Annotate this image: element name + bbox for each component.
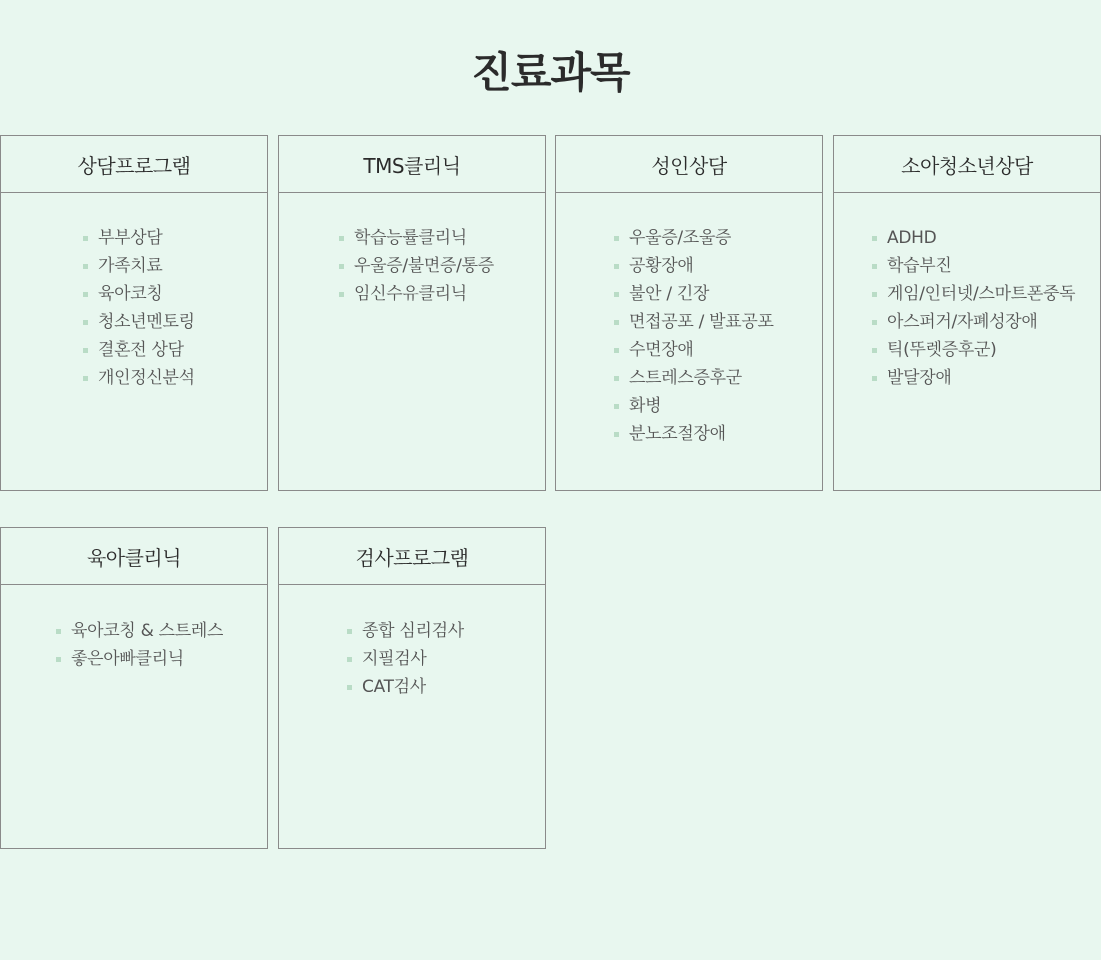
list-item[interactable]	[614, 280, 774, 308]
bullet-icon	[614, 376, 619, 381]
list-item[interactable]	[614, 392, 774, 420]
list-item-label: 우울증/불면증/통증	[354, 256, 494, 276]
bullet-icon	[614, 320, 619, 325]
bullet-icon	[872, 236, 877, 241]
card-title[interactable]: 육아클리닉	[1, 528, 267, 585]
list-item-label: 화병	[629, 396, 662, 416]
list-item-label: 틱(뚜렛증후군)	[887, 340, 997, 360]
list-item[interactable]	[83, 252, 195, 280]
card-item-list	[83, 224, 195, 392]
bullet-icon	[614, 404, 619, 409]
list-item[interactable]	[872, 364, 1075, 392]
card-counseling-program	[0, 135, 268, 491]
list-item[interactable]	[614, 308, 774, 336]
list-item[interactable]	[56, 645, 223, 673]
list-item-label: 결혼전 상담	[98, 340, 184, 360]
card-parenting-clinic	[0, 527, 268, 849]
bullet-icon	[614, 236, 619, 241]
list-item[interactable]	[872, 336, 1075, 364]
bullet-icon	[83, 348, 88, 353]
list-item-label: 공황장애	[629, 256, 694, 276]
list-item[interactable]	[339, 224, 494, 252]
bullet-icon	[614, 348, 619, 353]
list-item[interactable]	[347, 673, 464, 701]
list-item[interactable]	[872, 308, 1075, 336]
list-item-label: 개인정신분석	[98, 368, 195, 388]
list-item[interactable]	[614, 224, 774, 252]
list-item-label: 면접공포 / 발표공포	[629, 312, 774, 332]
bullet-icon	[83, 320, 88, 325]
card-adult-counseling	[555, 135, 823, 491]
bullet-icon	[83, 236, 88, 241]
bullet-icon	[614, 432, 619, 437]
card-title[interactable]: TMS클리닉	[279, 136, 545, 193]
bullet-icon	[872, 376, 877, 381]
list-item-label: 수면장애	[629, 340, 694, 360]
list-item[interactable]	[614, 336, 774, 364]
card-item-list	[872, 224, 1075, 392]
list-item-label: 육아코칭 & 스트레스	[71, 621, 224, 641]
bullet-icon	[339, 292, 344, 297]
list-item[interactable]	[872, 224, 1075, 252]
list-item-label: 우울증/조울증	[629, 228, 732, 248]
card-title[interactable]: 성인상담	[556, 136, 822, 193]
list-item-label: 게임/인터넷/스마트폰중독	[887, 284, 1076, 304]
list-item[interactable]	[614, 252, 774, 280]
bullet-icon	[56, 657, 61, 662]
list-item-label: 학습부진	[887, 256, 952, 276]
list-item[interactable]	[872, 252, 1075, 280]
list-item-label: 불안 / 긴장	[629, 284, 710, 304]
bullet-icon	[872, 264, 877, 269]
list-item[interactable]	[614, 364, 774, 392]
card-title[interactable]: 상담프로그램	[1, 136, 267, 193]
bullet-icon	[83, 292, 88, 297]
card-child-adolescent-counseling	[833, 135, 1101, 491]
list-item[interactable]	[83, 364, 195, 392]
list-item-label: 가족치료	[98, 256, 163, 276]
card-assessment-program	[278, 527, 546, 849]
bullet-icon	[872, 292, 877, 297]
list-item-label: 지필검사	[362, 649, 427, 669]
bullet-icon	[614, 292, 619, 297]
list-item[interactable]	[56, 617, 223, 645]
bullet-icon	[872, 348, 877, 353]
list-item-label: 종합 심리검사	[362, 621, 464, 641]
list-item[interactable]	[83, 336, 195, 364]
card-title[interactable]: 검사프로그램	[279, 528, 545, 585]
list-item-label: 분노조절장애	[629, 424, 726, 444]
list-item-label: 육아코칭	[98, 284, 163, 304]
card-tms-clinic	[278, 135, 546, 491]
bullet-icon	[83, 264, 88, 269]
bullet-icon	[347, 629, 352, 634]
card-item-list	[339, 224, 494, 308]
list-item[interactable]	[347, 617, 464, 645]
bullet-icon	[614, 264, 619, 269]
list-item[interactable]	[339, 252, 494, 280]
list-item-label: 아스퍼거/자폐성장애	[887, 312, 1038, 332]
list-item[interactable]	[347, 645, 464, 673]
list-item-label: 좋은아빠클리닉	[71, 649, 184, 669]
list-item[interactable]	[83, 224, 195, 252]
list-item[interactable]	[83, 280, 195, 308]
bullet-icon	[83, 376, 88, 381]
list-item-label: 스트레스증후군	[629, 368, 742, 388]
list-item-label: 발달장애	[887, 368, 952, 388]
list-item[interactable]	[339, 280, 494, 308]
list-item-label: 청소년멘토링	[98, 312, 195, 332]
card-item-list	[614, 224, 774, 448]
list-item-label: ADHD	[887, 228, 937, 248]
list-item-label: CAT검사	[362, 677, 426, 697]
list-item-label: 임신수유클리닉	[354, 284, 467, 304]
card-item-list	[56, 617, 223, 673]
page-title: 진료과목	[471, 48, 630, 97]
bullet-icon	[56, 629, 61, 634]
list-item-label: 학습능률클리닉	[354, 228, 467, 248]
list-item[interactable]	[872, 280, 1075, 308]
bullet-icon	[347, 685, 352, 690]
list-item[interactable]	[83, 308, 195, 336]
bullet-icon	[347, 657, 352, 662]
card-title[interactable]: 소아청소년상담	[834, 136, 1100, 193]
card-item-list	[347, 617, 464, 701]
list-item[interactable]	[614, 420, 774, 448]
list-item-label: 부부상담	[98, 228, 163, 248]
bullet-icon	[339, 264, 344, 269]
bullet-icon	[872, 320, 877, 325]
bullet-icon	[339, 236, 344, 241]
